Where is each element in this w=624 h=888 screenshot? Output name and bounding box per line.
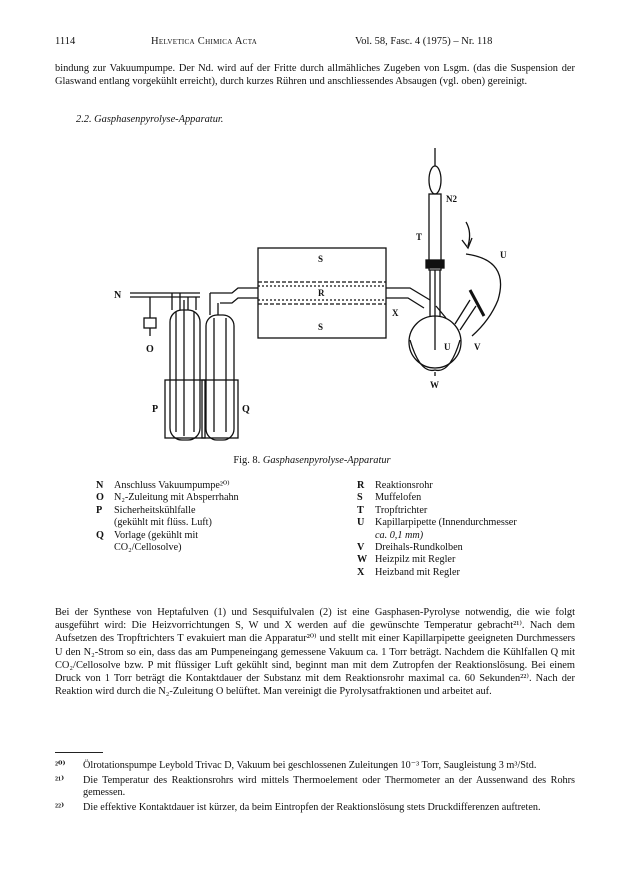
- legend-text: Sicherheitskühlfalle: [114, 504, 196, 516]
- n2-arrow: [466, 222, 470, 246]
- legend-text: Vorlage (gekühlt mit: [114, 529, 199, 541]
- legend-row: [96, 480, 336, 492]
- tube-left-2: [220, 298, 258, 303]
- footnote-number: ²⁰⁾: [55, 760, 66, 771]
- legend-row: [357, 505, 582, 517]
- legend-text: Kapillarpipette (Innendurchmesser: [375, 517, 517, 529]
- legend-key: [96, 517, 114, 529]
- legend-row: [357, 542, 582, 554]
- legend-key: [96, 542, 114, 554]
- legend-text: Tropftrichter: [375, 504, 428, 516]
- legend-key: V: [357, 542, 365, 554]
- legend-row: [357, 554, 582, 566]
- label-u-flask: U: [444, 342, 451, 352]
- n2-arrowhead: [462, 238, 472, 248]
- label-s-top: S: [318, 254, 324, 264]
- footnote: [55, 760, 575, 773]
- legend-key: T: [357, 504, 364, 516]
- legend-row: [357, 480, 582, 492]
- legend-key: O: [96, 492, 104, 504]
- caption-title: Gasphasenpyrolyse-Apparatur: [262, 455, 391, 466]
- footnote-number: ²¹⁾: [55, 774, 65, 786]
- stopcock-o: [144, 318, 156, 328]
- dewar-p: [165, 380, 205, 438]
- legend-text: Anschluss Vakuumpumpe²⁰⁾: [114, 480, 230, 491]
- legend-row: [357, 492, 582, 504]
- legend-row: [357, 517, 582, 529]
- footnote-text: Ölrotationspumpe Leybold Trivac D, Vakuum bei geschlossenen Zuleitungen 10⁻³ Torr, Saugleistung 3 m³/Std.: [83, 760, 537, 771]
- legend-row: [96, 505, 336, 517]
- intro-paragraph: bindung zur Vakuumpumpe. Der Nd. wird auf der Fritte durch allmähliches Zugeben von Lsgm. (das die Suspension der Glaswand entlang vorgekühlt erreicht), durch kurzes Rühren und anschliessendes Absaugen (vgl. oben) gereinigt.: [55, 63, 575, 88]
- legend-key: Q: [96, 529, 104, 541]
- funnel-body: [429, 194, 441, 270]
- label-p: P: [152, 404, 159, 415]
- legend-text: CO₂/Cellosolve): [114, 542, 182, 554]
- footnote-text: Die Temperatur des Reaktionsrohrs wird mittels Thermoelement oder Thermometer an der Aussenwand des Rohrs gemessen.: [83, 774, 575, 799]
- journal-name: Helvetica Chimica Acta: [151, 36, 258, 47]
- legend-text: Heizband mit Regler: [375, 566, 460, 578]
- label-w: W: [430, 380, 439, 390]
- funnel-bulb: [429, 166, 441, 194]
- legend-text: ca. 0,1 mm): [375, 529, 424, 541]
- trap-p: [170, 310, 200, 440]
- body-paragraph: Bei der Synthese von Heptafulven (1) und Sesquifulvalen (2) ist eine Gasphasen-Pyrolyse notwendig, die wie folgt ausgeführt wird: Die Heizvorrichtungen S, W und X werden auf die gewünschte Temperatur gebracht²¹⁾. Nach dem Aufsetzen des Tropftrichters T evakuiert man die Apparatur²⁰⁾ und stellt mit einer Kapillarpipette geeigneten Durchmessers U den N₂-Strom so ein, dass das am Pumpeneingang gemessene Vakuum ca. 1 Torr beträgt. Nachdem die Kühlfallen Q mit CO₂/Cellosolve bzw. P mit flüssiger Luft gekühlt sind, beginnt man mit dem Zutropfen der Reaktionslösung. Bei einem Druck von 1 Torr beträgt die Kontaktdauer der Substanz mit dem Reaktionsrohr maximal ca. 60 Sekunden²²⁾. Nach der Reaktion wird durch die N₂-Zuleitung O belüftet. Man vereinigt die Pyrolysatfraktionen und arbeitet auf.: [55, 607, 575, 698]
- legend-text: (gekühlt mit flüss. Luft): [114, 517, 212, 529]
- apparatus-diagram: [110, 140, 530, 450]
- legend-key: P: [96, 504, 103, 516]
- trap-p-neck-2: [188, 297, 196, 310]
- footnote-number: ²²⁾: [55, 801, 65, 813]
- label-n2: N2: [446, 194, 457, 204]
- dewar-q: [202, 380, 238, 438]
- funnel-stopcock: [426, 260, 444, 268]
- tube-right-2: [386, 298, 424, 308]
- legend-row: [96, 492, 336, 504]
- label-t: T: [416, 232, 423, 242]
- legend-row: [96, 530, 336, 542]
- footnote-text: Die effektive Kontaktdauer ist kürzer, da beim Eintropfen der Reaktionslösung stets Druckdifferenzen auftreten.: [83, 801, 541, 813]
- trap-connect: [158, 293, 200, 297]
- legend-key: R: [357, 480, 365, 491]
- legend-key: U: [357, 517, 365, 529]
- legend-key: X: [357, 566, 365, 578]
- label-n: N: [114, 290, 122, 301]
- volume-info: Vol. 58, Fasc. 4 (1975) – Nr. 118: [355, 36, 493, 47]
- section-heading: 2.2. Gasphasenpyrolyse-Apparatur.: [76, 114, 224, 125]
- legend-row: [96, 517, 336, 529]
- legend-row: [357, 567, 582, 579]
- caption-prefix: Fig. 8.: [233, 455, 261, 466]
- legend-left: [96, 480, 336, 554]
- legend-text: Reaktionsrohr: [375, 480, 433, 491]
- label-r: R: [318, 288, 325, 298]
- apparatus-figure: [110, 140, 530, 455]
- label-o: O: [146, 344, 154, 355]
- page-number: 1114: [55, 36, 76, 47]
- footnotes: [55, 760, 575, 816]
- legend-key: [357, 530, 375, 542]
- flask-side-neck: [455, 300, 476, 330]
- legend-key: W: [357, 554, 368, 566]
- footnote: [55, 775, 575, 800]
- legend-row: [357, 530, 582, 542]
- trap-q: [206, 315, 234, 440]
- legend-text: N₂-Zuleitung mit Absperrhahn: [114, 492, 239, 504]
- label-u-right: U: [500, 250, 507, 260]
- label-x: X: [392, 308, 399, 318]
- label-q: Q: [242, 404, 250, 415]
- legend-text: Muffelofen: [375, 492, 422, 504]
- legend-key: N: [96, 480, 104, 491]
- trap-p-neck: [172, 293, 180, 310]
- legend-right: [357, 480, 582, 579]
- legend-row: [96, 542, 336, 554]
- footnote-rule: [55, 752, 103, 753]
- label-v: V: [474, 342, 481, 352]
- legend-text: Dreihals-Rundkolben: [375, 542, 463, 554]
- footnote: [55, 802, 575, 815]
- figure-caption: [0, 455, 624, 466]
- trap-q-neck: [210, 293, 218, 315]
- tube-left: [210, 288, 258, 293]
- legend-text: Heizpilz mit Regler: [375, 554, 456, 566]
- label-s-bottom: S: [318, 322, 324, 332]
- legend-key: S: [357, 492, 363, 504]
